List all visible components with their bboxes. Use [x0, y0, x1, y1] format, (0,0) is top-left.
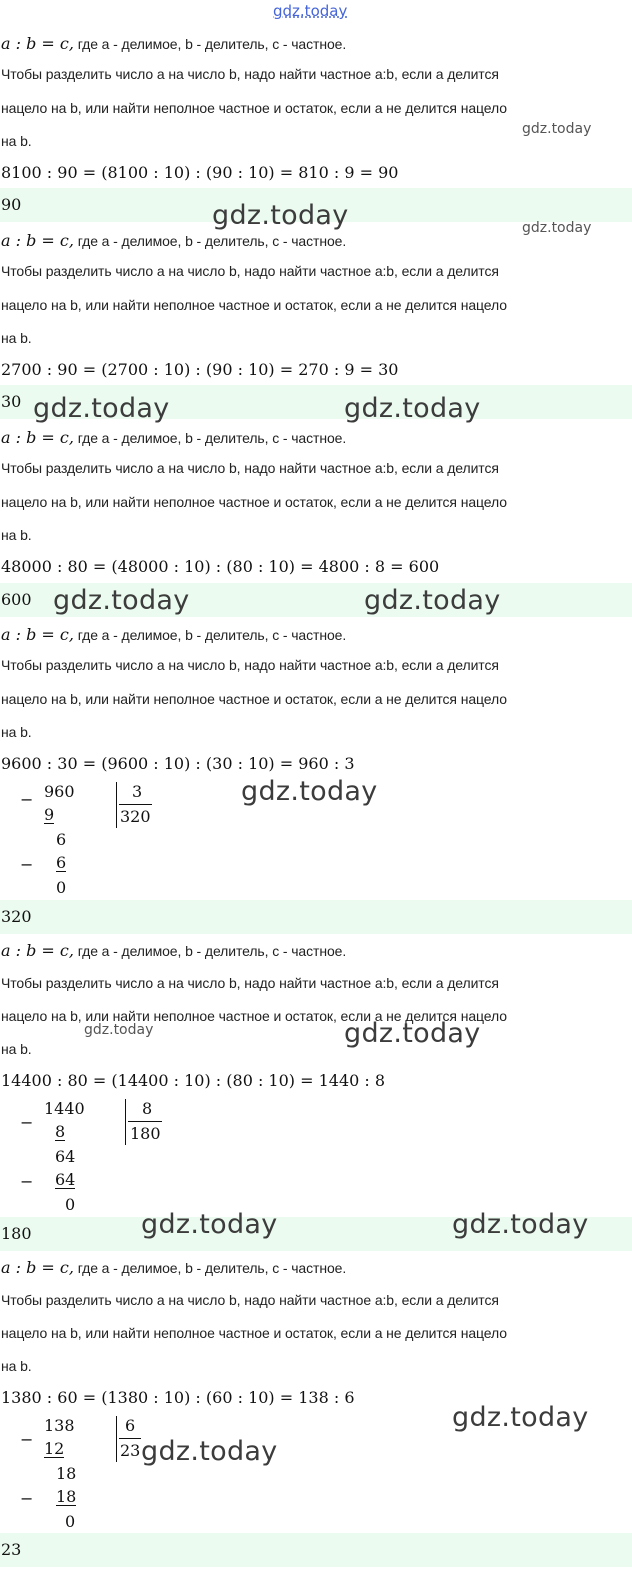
equation: 14400 : 80 = (14400 : 10) : (80 : 10) = 1440 : 8: [1, 1071, 386, 1090]
watermark: gdz.today: [522, 220, 592, 236]
definition-text: где а - делимое, b - делитель, с - частное.: [73, 430, 347, 446]
rule-line-1: Чтобы разделить число а на число b, надо найти частное а:b, если а делится: [1, 1292, 499, 1308]
division-bar: [116, 1416, 117, 1462]
minus-sign: −: [20, 790, 34, 809]
header-watermark: gdz.today: [273, 2, 348, 20]
definition-text: где а - делимое, b - делитель, с - частное.: [73, 1260, 347, 1276]
rule-line-1: Чтобы разделить число а на число b, надо найти частное а:b, если а делится: [1, 460, 499, 476]
minus-sign: −: [20, 1113, 34, 1132]
remainder: 0: [65, 1195, 76, 1214]
dividend: 138: [44, 1416, 75, 1435]
answer-value: 90: [1, 195, 22, 214]
rule-line-2: нацело на b, или найти неполное частное и остаток, если а не делится нацело: [1, 100, 507, 116]
answer-value: 320: [1, 907, 32, 926]
rule-line-2: нацело на b, или найти неполное частное и остаток, если а не делится нацело: [1, 297, 507, 313]
equation: 2700 : 90 = (2700 : 10) : (90 : 10) = 270 : 9 = 30: [1, 360, 399, 379]
answer-value: 30: [1, 392, 22, 411]
rule-line-3: на b.: [1, 724, 32, 740]
watermark: gdz.today: [33, 393, 170, 424]
subtrahend: 18: [56, 1487, 77, 1506]
rule-line-3: на b.: [1, 527, 32, 543]
quotient: 180: [130, 1124, 161, 1143]
subtrahend: 64: [55, 1170, 76, 1189]
remainder: 0: [56, 878, 67, 897]
divisor-line: [119, 1438, 141, 1439]
watermark: gdz.today: [452, 1402, 589, 1433]
definition-formula: a : b = c,: [1, 428, 74, 447]
minus-sign: −: [20, 855, 34, 874]
remainder: 0: [65, 1512, 76, 1531]
dividend: 1440: [44, 1099, 85, 1118]
watermark: gdz.today: [522, 121, 592, 137]
equation: 9600 : 30 = (9600 : 10) : (30 : 10) = 960 : 3: [1, 754, 355, 773]
watermark: gdz.today: [344, 393, 481, 424]
watermark: gdz.today: [452, 1209, 589, 1240]
rule-line-1: Чтобы разделить число а на число b, надо найти частное а:b, если а делится: [1, 263, 499, 279]
quotient: 23: [120, 1441, 141, 1460]
definition-line: [1, 231, 346, 251]
definition-formula: a : b = c,: [1, 231, 74, 250]
watermark: gdz.today: [141, 1209, 278, 1240]
definition-line: [1, 1258, 346, 1278]
rule-line-2: нацело на b, или найти неполное частное и остаток, если а не делится нацело: [1, 494, 507, 510]
minus-sign: −: [20, 1430, 34, 1449]
equation: 1380 : 60 = (1380 : 10) : (60 : 10) = 138 : 6: [1, 1388, 355, 1407]
answer-band: [0, 900, 632, 934]
definition-text: где а - делимое, b - делитель, с - частное.: [73, 943, 347, 959]
definition-line: [1, 625, 346, 645]
watermark: gdz.today: [84, 1022, 154, 1038]
definition-line: [1, 941, 346, 961]
equation: 48000 : 80 = (48000 : 10) : (80 : 10) = 4800 : 8 = 600: [1, 557, 440, 576]
rule-line-1: Чтобы разделить число а на число b, надо найти частное а:b, если а делится: [1, 657, 499, 673]
rule-line-3: на b.: [1, 133, 32, 149]
answer-band: [0, 1533, 632, 1567]
definition-text: где а - делимое, b - делитель, с - частное.: [73, 627, 347, 643]
dividend: 960: [44, 782, 75, 801]
definition-formula: a : b = c,: [1, 1258, 74, 1277]
remainder: 18: [56, 1464, 77, 1483]
watermark: gdz.today: [364, 585, 501, 616]
answer-value: 600: [1, 590, 32, 609]
definition-text: где а - делимое, b - делитель, с - частное.: [73, 36, 347, 52]
subtrahend: 9: [44, 805, 55, 824]
watermark: gdz.today: [212, 200, 349, 231]
watermark: gdz.today: [344, 1018, 481, 1049]
definition-formula: a : b = c,: [1, 625, 74, 644]
rule-line-2: нацело на b, или найти неполное частное и остаток, если а не делится нацело: [1, 1008, 507, 1024]
subtrahend: 6: [56, 853, 67, 872]
watermark: gdz.today: [241, 776, 378, 807]
rule-line-3: на b.: [1, 1358, 32, 1374]
rule-line-1: Чтобы разделить число а на число b, надо найти частное а:b, если а делится: [1, 975, 499, 991]
watermark: gdz.today: [53, 585, 190, 616]
definition-text: где а - делимое, b - делитель, с - частное.: [73, 233, 347, 249]
watermark: gdz.today: [141, 1436, 278, 1467]
divisor-line: [128, 1121, 162, 1122]
definition-line: [1, 428, 346, 448]
divisor: 8: [142, 1099, 153, 1118]
divisor-line: [119, 804, 152, 805]
definition-formula: a : b = c,: [1, 34, 74, 53]
rule-line-2: нацело на b, или найти неполное частное и остаток, если а не делится нацело: [1, 1325, 507, 1341]
minus-sign: −: [20, 1489, 34, 1508]
definition-formula: a : b = c,: [1, 941, 74, 960]
quotient: 320: [120, 807, 151, 826]
rule-line-2: нацело на b, или найти неполное частное и остаток, если а не делится нацело: [1, 691, 507, 707]
remainder: 6: [56, 830, 67, 849]
division-bar: [116, 782, 117, 828]
answer-value: 180: [1, 1224, 32, 1243]
division-bar: [125, 1099, 126, 1145]
rule-line-3: на b.: [1, 330, 32, 346]
rule-line-1: Чтобы разделить число а на число b, надо найти частное а:b, если а делится: [1, 66, 499, 82]
equation: 8100 : 90 = (8100 : 10) : (90 : 10) = 810 : 9 = 90: [1, 163, 399, 182]
rule-line-3: на b.: [1, 1041, 32, 1057]
subtrahend: 12: [44, 1439, 65, 1458]
divisor: 3: [132, 782, 143, 801]
divisor: 6: [125, 1416, 136, 1435]
minus-sign: −: [20, 1172, 34, 1191]
definition-line: [1, 34, 346, 54]
subtrahend: 8: [55, 1122, 66, 1141]
answer-value: 23: [1, 1540, 22, 1559]
remainder: 64: [55, 1147, 76, 1166]
